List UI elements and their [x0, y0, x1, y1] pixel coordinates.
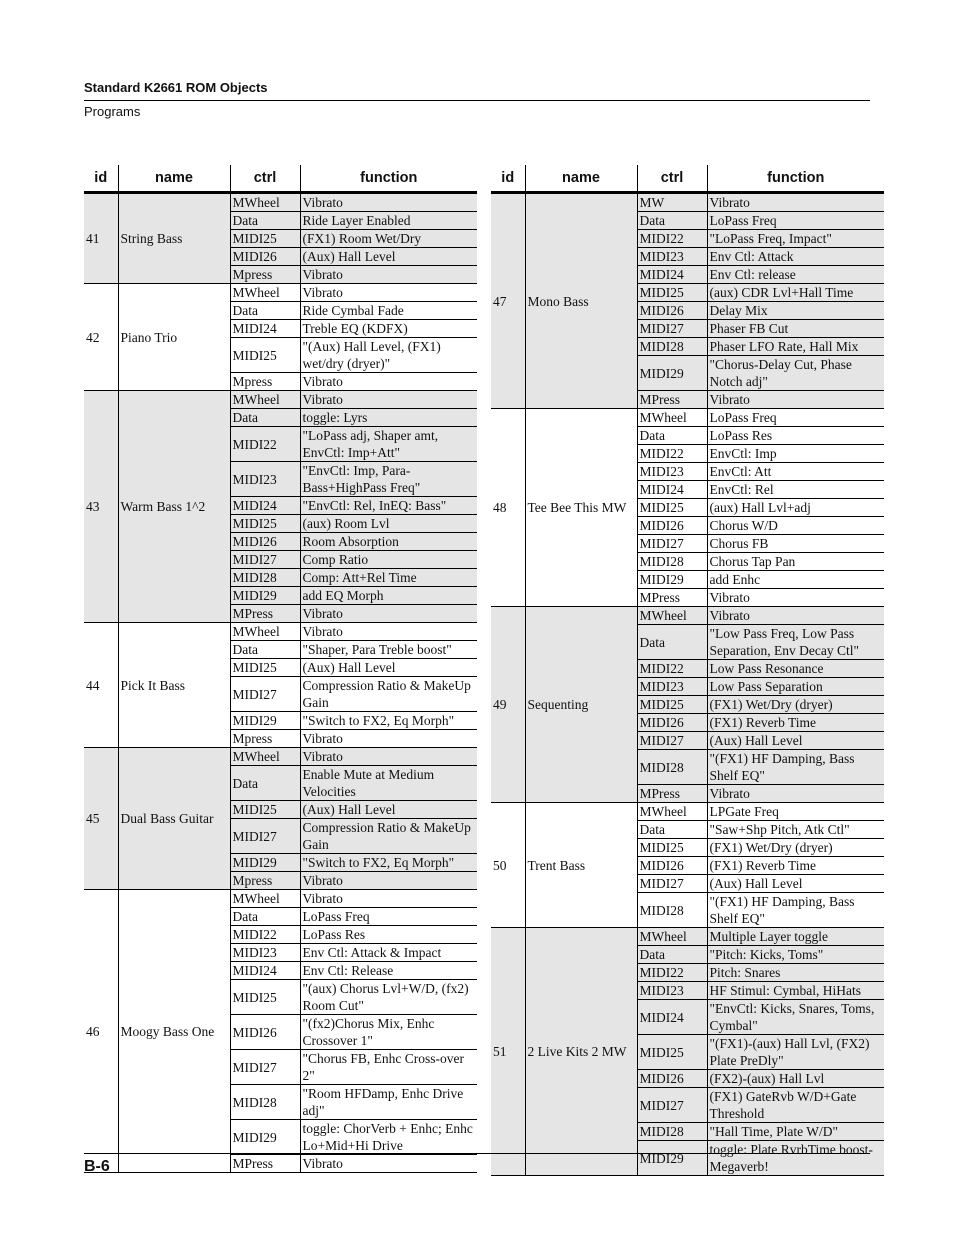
- function-cell: Vibrato: [300, 872, 477, 890]
- program-name: 2 Live Kits 2 MW: [525, 928, 637, 1176]
- function-cell: "Switch to FX2, Eq Morph": [300, 712, 477, 730]
- function-cell: Vibrato: [300, 193, 477, 212]
- controller-cell: MIDI25: [637, 284, 707, 302]
- function-cell: Vibrato: [300, 1155, 477, 1173]
- controller-cell: MIDI28: [637, 553, 707, 571]
- controller-cell: MIDI29: [637, 571, 707, 589]
- function-cell: Vibrato: [707, 589, 884, 607]
- program-name: Tee Bee This MW: [525, 409, 637, 607]
- function-cell: LPGate Freq: [707, 803, 884, 821]
- function-cell: Vibrato: [300, 623, 477, 641]
- function-cell: Compression Ratio & MakeUp Gain: [300, 677, 477, 712]
- program-id: 42: [84, 284, 118, 391]
- controller-cell: MIDI29: [637, 356, 707, 391]
- running-header-title: Standard K2661 ROM Objects: [84, 80, 268, 95]
- function-cell: Chorus Tap Pan: [707, 553, 884, 571]
- function-cell: EnvCtl: Att: [707, 463, 884, 481]
- function-cell: Vibrato: [300, 748, 477, 766]
- controller-cell: MIDI24: [230, 962, 300, 980]
- function-cell: Chorus FB: [707, 535, 884, 553]
- function-cell: Env Ctl: Attack: [707, 248, 884, 266]
- program-name: Piano Trio: [118, 284, 230, 391]
- controller-cell: MIDI25: [230, 515, 300, 533]
- column-header-function: function: [707, 165, 884, 193]
- function-cell: LoPass Freq: [707, 212, 884, 230]
- controller-cell: MIDI28: [637, 1123, 707, 1141]
- controller-cell: MIDI25: [230, 801, 300, 819]
- controller-cell: MWheel: [230, 193, 300, 212]
- column-header-ctrl: ctrl: [230, 165, 300, 193]
- function-cell: "LoPass Freq, Impact": [707, 230, 884, 248]
- function-cell: add Enhc: [707, 571, 884, 589]
- function-cell: Ride Layer Enabled: [300, 212, 477, 230]
- function-cell: Pitch: Snares: [707, 964, 884, 982]
- function-cell: (aux) CDR Lvl+Hall Time: [707, 284, 884, 302]
- controller-cell: MIDI27: [230, 677, 300, 712]
- controller-cell: MIDI28: [637, 893, 707, 928]
- table-row: [491, 409, 884, 427]
- function-cell: "Room HFDamp, Enhc Drive adj": [300, 1085, 477, 1120]
- function-cell: Ride Cymbal Fade: [300, 302, 477, 320]
- controller-cell: MPress: [637, 785, 707, 803]
- column-header-ctrl: ctrl: [637, 165, 707, 193]
- controller-cell: MIDI23: [637, 982, 707, 1000]
- function-cell: toggle: Plate RvrbTime boost-Megaverb!: [707, 1141, 884, 1176]
- controller-cell: MIDI23: [637, 248, 707, 266]
- program-id: 45: [84, 748, 118, 890]
- table-row: [84, 284, 477, 302]
- controller-cell: MIDI24: [637, 266, 707, 284]
- function-cell: Vibrato: [300, 730, 477, 748]
- controller-cell: MWheel: [230, 391, 300, 409]
- controller-cell: MIDI29: [230, 854, 300, 872]
- table-row: [84, 391, 477, 409]
- controller-cell: MWheel: [637, 409, 707, 427]
- function-cell: LoPass Res: [300, 926, 477, 944]
- table-row: [84, 890, 477, 908]
- function-cell: (FX1) Reverb Time: [707, 857, 884, 875]
- program-group: [84, 748, 477, 890]
- function-cell: "Pitch: Kicks, Toms": [707, 946, 884, 964]
- table-row: [84, 193, 477, 212]
- function-cell: "LoPass adj, Shaper amt, EnvCtl: Imp+Att": [300, 427, 477, 462]
- controller-cell: MIDI28: [637, 750, 707, 785]
- controller-cell: MIDI27: [637, 535, 707, 553]
- function-cell: Vibrato: [707, 785, 884, 803]
- controller-cell: Data: [230, 641, 300, 659]
- function-cell: (FX1) Room Wet/Dry: [300, 230, 477, 248]
- controller-cell: MIDI22: [637, 964, 707, 982]
- controller-cell: Mpress: [230, 872, 300, 890]
- footer-rule: [84, 1153, 870, 1154]
- controller-cell: MIDI26: [637, 1070, 707, 1088]
- function-cell: (FX1) Wet/Dry (dryer): [707, 696, 884, 714]
- function-cell: Low Pass Resonance: [707, 660, 884, 678]
- program-id: 43: [84, 391, 118, 623]
- controller-cell: MIDI27: [230, 551, 300, 569]
- column-header-id: id: [491, 165, 525, 193]
- controller-cell: MIDI27: [230, 1050, 300, 1085]
- column-header-name: name: [525, 165, 637, 193]
- controller-cell: MIDI26: [637, 714, 707, 732]
- controller-cell: MIDI22: [230, 427, 300, 462]
- controller-cell: Data: [637, 946, 707, 964]
- controller-cell: Data: [637, 427, 707, 445]
- program-name: Trent Bass: [525, 803, 637, 928]
- function-cell: LoPass Freq: [707, 409, 884, 427]
- controller-cell: MIDI23: [230, 462, 300, 497]
- controller-cell: Data: [230, 908, 300, 926]
- controller-cell: MIDI22: [637, 660, 707, 678]
- function-cell: "Low Pass Freq, Low Pass Separation, Env Decay Ctl": [707, 625, 884, 660]
- function-cell: "(FX1)-(aux) Hall Lvl, (FX2) Plate PreDly": [707, 1035, 884, 1070]
- table-row: [491, 803, 884, 821]
- controller-cell: MIDI24: [637, 1000, 707, 1035]
- function-cell: "Shaper, Para Treble boost": [300, 641, 477, 659]
- column-header-name: name: [118, 165, 230, 193]
- function-cell: (FX1) Reverb Time: [707, 714, 884, 732]
- program-name: Dual Bass Guitar: [118, 748, 230, 890]
- controller-cell: MIDI25: [230, 230, 300, 248]
- function-cell: Vibrato: [300, 373, 477, 391]
- function-cell: toggle: Lyrs: [300, 409, 477, 427]
- controller-cell: MIDI27: [637, 875, 707, 893]
- program-name: Mono Bass: [525, 193, 637, 409]
- controller-cell: Data: [637, 821, 707, 839]
- function-cell: "Chorus FB, Enhc Cross-over 2": [300, 1050, 477, 1085]
- controller-cell: MIDI27: [230, 819, 300, 854]
- program-group: [491, 409, 884, 607]
- function-cell: Low Pass Separation: [707, 678, 884, 696]
- table-header: [84, 165, 477, 193]
- function-cell: LoPass Freq: [300, 908, 477, 926]
- controller-cell: Data: [230, 409, 300, 427]
- function-cell: "Chorus-Delay Cut, Phase Notch adj": [707, 356, 884, 391]
- program-group: [491, 928, 884, 1176]
- function-cell: Vibrato: [300, 284, 477, 302]
- controller-cell: MWheel: [637, 607, 707, 625]
- function-cell: "(fx2)Chorus Mix, Enhc Crossover 1": [300, 1015, 477, 1050]
- controller-cell: MIDI23: [637, 678, 707, 696]
- program-name: Moogy Bass One: [118, 890, 230, 1173]
- function-cell: Chorus W/D: [707, 517, 884, 535]
- controller-cell: MIDI25: [230, 980, 300, 1015]
- program-group: [84, 391, 477, 623]
- header-rule: [84, 100, 870, 101]
- controller-cell: MIDI29: [230, 1120, 300, 1155]
- function-cell: "EnvCtl: Imp, Para-Bass+HighPass Freq": [300, 462, 477, 497]
- function-cell: Env Ctl: Release: [300, 962, 477, 980]
- function-cell: Vibrato: [300, 605, 477, 623]
- controller-cell: MIDI27: [637, 1088, 707, 1123]
- controller-cell: MIDI28: [230, 569, 300, 587]
- controller-cell: MIDI27: [637, 732, 707, 750]
- controller-cell: Data: [637, 212, 707, 230]
- function-cell: Enable Mute at Medium Velocities: [300, 766, 477, 801]
- controller-cell: MIDI22: [637, 230, 707, 248]
- function-cell: EnvCtl: Rel: [707, 481, 884, 499]
- table-row: [491, 193, 884, 212]
- function-cell: Compression Ratio & MakeUp Gain: [300, 819, 477, 854]
- function-cell: "Switch to FX2, Eq Morph": [300, 854, 477, 872]
- controller-cell: MWheel: [230, 284, 300, 302]
- controller-cell: MPress: [637, 391, 707, 409]
- controller-cell: MIDI27: [637, 320, 707, 338]
- programs-table-left: [84, 165, 477, 1173]
- program-group: [84, 193, 477, 284]
- controller-cell: Mpress: [230, 730, 300, 748]
- function-cell: Phaser FB Cut: [707, 320, 884, 338]
- controller-cell: MIDI24: [230, 497, 300, 515]
- function-cell: "EnvCtl: Kicks, Snares, Toms, Cymbal": [707, 1000, 884, 1035]
- controller-cell: MIDI26: [230, 533, 300, 551]
- function-cell: Vibrato: [707, 391, 884, 409]
- controller-cell: MIDI24: [230, 320, 300, 338]
- program-group: [491, 803, 884, 928]
- function-cell: "(aux) Chorus Lvl+W/D, (fx2) Room Cut": [300, 980, 477, 1015]
- function-cell: "EnvCtl: Rel, InEQ: Bass": [300, 497, 477, 515]
- program-id: 51: [491, 928, 525, 1176]
- function-cell: Room Absorption: [300, 533, 477, 551]
- program-name: Pick It Bass: [118, 623, 230, 748]
- program-group: [491, 193, 884, 409]
- function-cell: Env Ctl: release: [707, 266, 884, 284]
- function-cell: (aux) Hall Lvl+adj: [707, 499, 884, 517]
- controller-cell: Data: [230, 302, 300, 320]
- program-id: 44: [84, 623, 118, 748]
- controller-cell: MIDI25: [637, 499, 707, 517]
- function-cell: (Aux) Hall Level: [300, 248, 477, 266]
- function-cell: HF Stimul: Cymbal, HiHats: [707, 982, 884, 1000]
- controller-cell: MIDI29: [230, 587, 300, 605]
- controller-cell: MIDI29: [230, 712, 300, 730]
- function-cell: "(Aux) Hall Level, (FX1) wet/dry (dryer)": [300, 338, 477, 373]
- controller-cell: MWheel: [637, 803, 707, 821]
- controller-cell: Data: [637, 625, 707, 660]
- controller-cell: MIDI22: [230, 926, 300, 944]
- page-number: B-6: [84, 1158, 110, 1175]
- function-cell: "Saw+Shp Pitch, Atk Ctl": [707, 821, 884, 839]
- controller-cell: MIDI26: [637, 517, 707, 535]
- controller-cell: Data: [230, 766, 300, 801]
- controller-cell: MIDI25: [230, 338, 300, 373]
- controller-cell: MIDI22: [637, 445, 707, 463]
- controller-cell: MIDI28: [637, 338, 707, 356]
- function-cell: Phaser LFO Rate, Hall Mix: [707, 338, 884, 356]
- function-cell: Treble EQ (KDFX): [300, 320, 477, 338]
- controller-cell: MIDI26: [637, 302, 707, 320]
- function-cell: (Aux) Hall Level: [300, 801, 477, 819]
- function-cell: Vibrato: [300, 890, 477, 908]
- table-row: [491, 928, 884, 946]
- function-cell: Comp: Att+Rel Time: [300, 569, 477, 587]
- program-id: 47: [491, 193, 525, 409]
- controller-cell: MIDI25: [637, 696, 707, 714]
- function-cell: (FX1) GateRvb W/D+Gate Threshold: [707, 1088, 884, 1123]
- controller-cell: MIDI23: [637, 463, 707, 481]
- function-cell: toggle: ChorVerb + Enhc; Enhc Lo+Mid+Hi Drive: [300, 1120, 477, 1155]
- column-header-id: id: [84, 165, 118, 193]
- controller-cell: MIDI25: [230, 659, 300, 677]
- function-cell: "(FX1) HF Damping, Bass Shelf EQ": [707, 750, 884, 785]
- function-cell: Multiple Layer toggle: [707, 928, 884, 946]
- function-cell: Vibrato: [300, 391, 477, 409]
- controller-cell: MIDI26: [637, 857, 707, 875]
- program-name: String Bass: [118, 193, 230, 284]
- column-header-function: function: [300, 165, 477, 193]
- controller-cell: Mpress: [230, 266, 300, 284]
- function-cell: (Aux) Hall Level: [707, 732, 884, 750]
- function-cell: (FX2)-(aux) Hall Lvl: [707, 1070, 884, 1088]
- controller-cell: MIDI26: [230, 1015, 300, 1050]
- program-group: [84, 623, 477, 748]
- controller-cell: MW: [637, 193, 707, 212]
- program-id: 41: [84, 193, 118, 284]
- controller-cell: MIDI25: [637, 1035, 707, 1070]
- function-cell: LoPass Res: [707, 427, 884, 445]
- controller-cell: MIDI29: [637, 1141, 707, 1176]
- controller-cell: MIDI25: [637, 839, 707, 857]
- program-name: Sequenting: [525, 607, 637, 803]
- program-id: 48: [491, 409, 525, 607]
- programs-table-right: [491, 165, 884, 1176]
- controller-cell: Data: [230, 212, 300, 230]
- function-cell: (Aux) Hall Level: [300, 659, 477, 677]
- function-cell: (aux) Room Lvl: [300, 515, 477, 533]
- controller-cell: MIDI28: [230, 1085, 300, 1120]
- function-cell: EnvCtl: Imp: [707, 445, 884, 463]
- table-row: [84, 748, 477, 766]
- function-cell: (FX1) Wet/Dry (dryer): [707, 839, 884, 857]
- controller-cell: MWheel: [637, 928, 707, 946]
- controller-cell: MPress: [230, 605, 300, 623]
- program-id: 50: [491, 803, 525, 928]
- function-cell: add EQ Morph: [300, 587, 477, 605]
- controller-cell: MIDI26: [230, 248, 300, 266]
- controller-cell: Mpress: [230, 373, 300, 391]
- controller-cell: MIDI23: [230, 944, 300, 962]
- function-cell: (Aux) Hall Level: [707, 875, 884, 893]
- table-header: [491, 165, 884, 193]
- function-cell: "(FX1) HF Damping, Bass Shelf EQ": [707, 893, 884, 928]
- function-cell: Vibrato: [707, 193, 884, 212]
- function-cell: Delay Mix: [707, 302, 884, 320]
- function-cell: Vibrato: [300, 266, 477, 284]
- running-header-section: Programs: [84, 104, 141, 119]
- controller-cell: MWheel: [230, 890, 300, 908]
- controller-cell: MWheel: [230, 623, 300, 641]
- function-cell: "Hall Time, Plate W/D": [707, 1123, 884, 1141]
- function-cell: Vibrato: [707, 607, 884, 625]
- controller-cell: MPress: [230, 1155, 300, 1173]
- function-cell: Comp Ratio: [300, 551, 477, 569]
- controller-cell: MWheel: [230, 748, 300, 766]
- function-cell: Env Ctl: Attack & Impact: [300, 944, 477, 962]
- program-group: [84, 890, 477, 1173]
- program-id: 46: [84, 890, 118, 1173]
- controller-cell: MPress: [637, 589, 707, 607]
- program-name: Warm Bass 1^2: [118, 391, 230, 623]
- table-row: [84, 623, 477, 641]
- program-group: [491, 607, 884, 803]
- table-row: [491, 607, 884, 625]
- program-group: [84, 284, 477, 391]
- controller-cell: MIDI24: [637, 481, 707, 499]
- program-id: 49: [491, 607, 525, 803]
